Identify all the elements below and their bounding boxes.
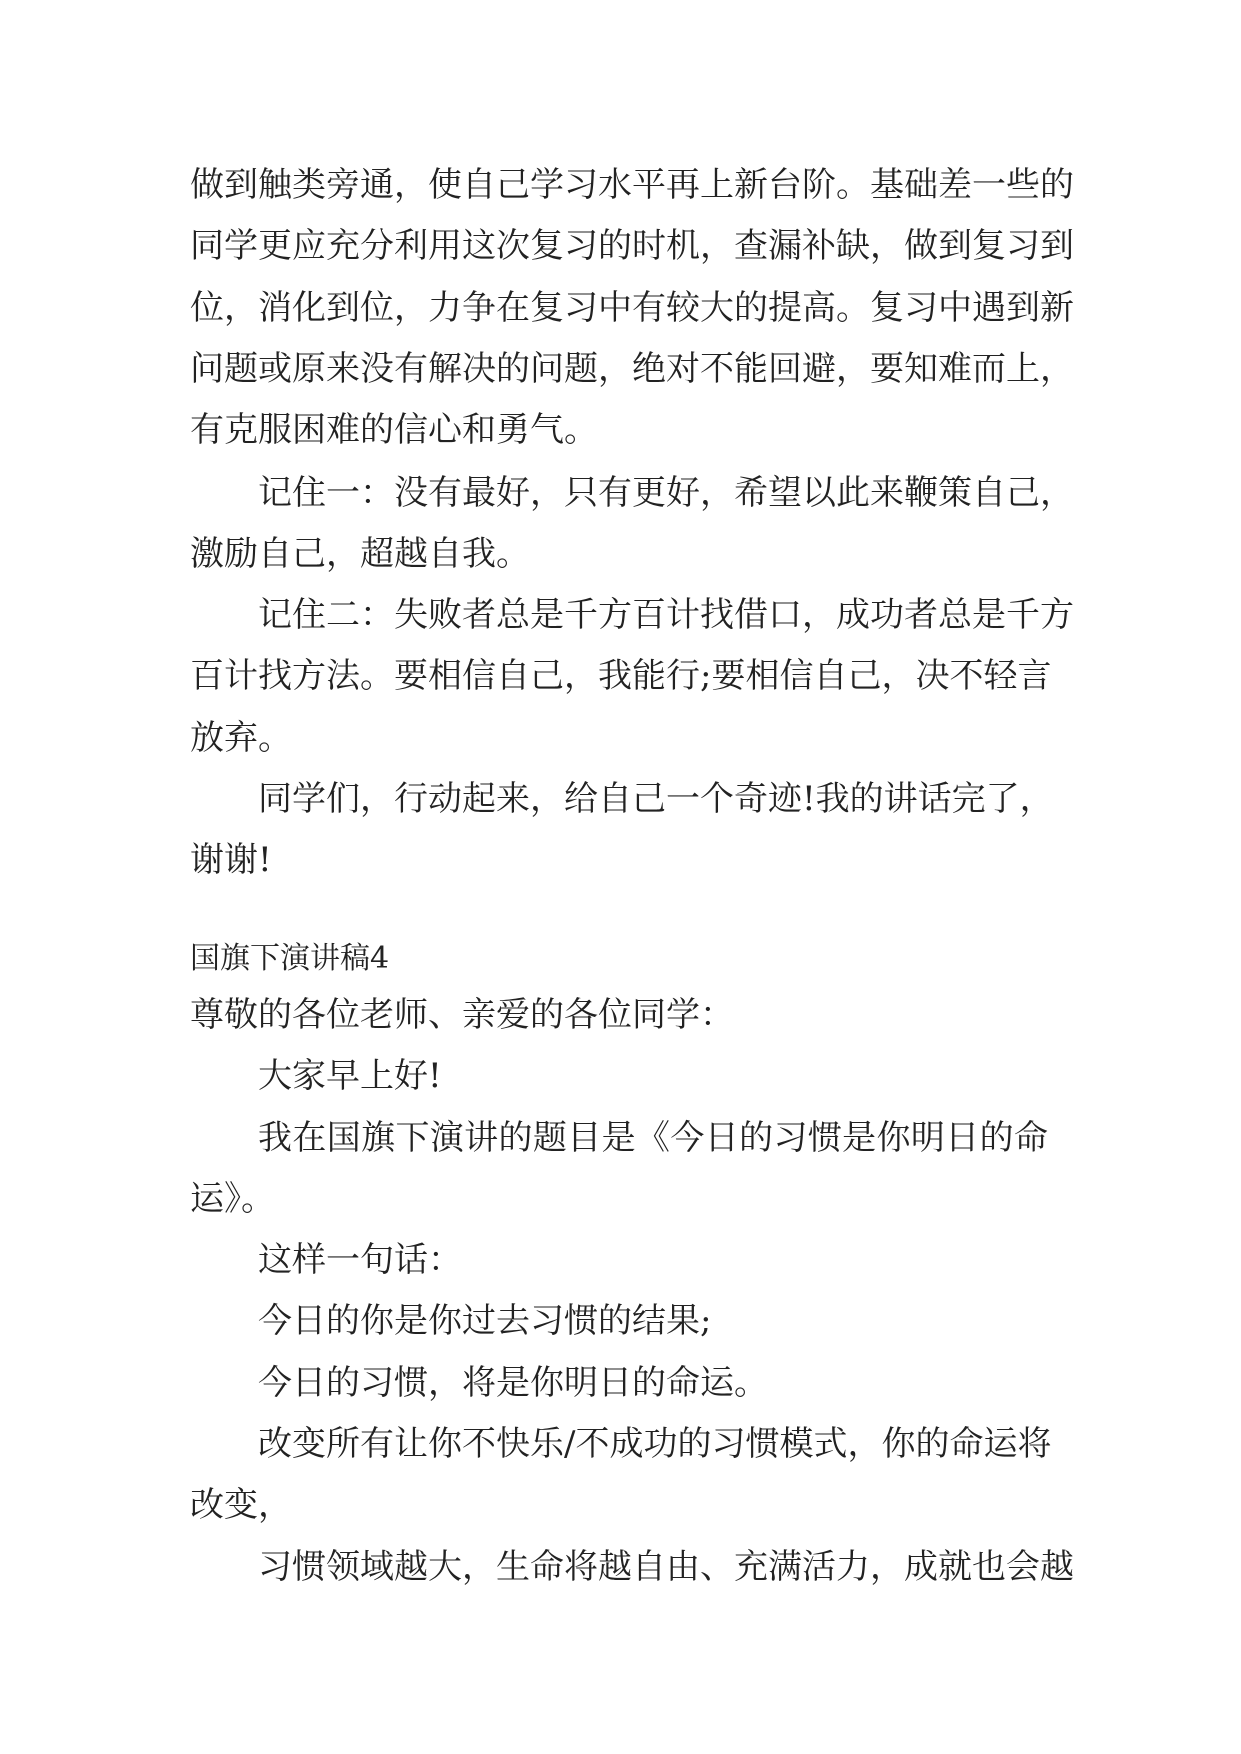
body-text-line: 有克服困难的信心和勇气。 (190, 410, 598, 450)
body-text-line: 我在国旗下演讲的题目是《今日的习惯是你明日的命 (258, 1118, 1048, 1158)
body-text-line: 百计找方法。要相信自己，我能行;要相信自己，决不轻言 (190, 656, 1052, 696)
body-text-line: 同学更应充分利用这次复习的时机，查漏补缺，做到复习到 (190, 226, 1074, 266)
body-text-line: 同学们，行动起来，给自己一个奇迹!我的讲话完了， (258, 779, 1054, 819)
body-text-line: 记住一：没有最好，只有更好，希望以此来鞭策自己， (258, 473, 1074, 513)
body-text-line: 问题或原来没有解决的问题，绝对不能回避，要知难而上， (190, 349, 1074, 389)
body-text-line: 放弃。 (190, 718, 292, 758)
body-text-line: 做到触类旁通，使自己学习水平再上新台阶。基础差一些的 (190, 165, 1074, 205)
body-text-line: 位，消化到位，力争在复习中有较大的提高。复习中遇到新 (190, 288, 1074, 328)
body-text-line: 这样一句话： (258, 1240, 462, 1280)
body-text-line: 谢谢! (190, 840, 272, 880)
body-text-line: 改变， (190, 1485, 292, 1525)
body-text-line: 运》。 (190, 1179, 275, 1219)
greeting: 大家早上好! (258, 1056, 442, 1096)
body-text-line: 今日的你是你过去习惯的结果; (258, 1301, 712, 1341)
body-text-line: 今日的习惯，将是你明日的命运。 (258, 1363, 768, 1403)
body-text-line: 记住二：失败者总是千方百计找借口，成功者总是千方 (258, 595, 1074, 635)
body-text-line: 激励自己，超越自我。 (190, 534, 530, 574)
section-heading: 国旗下演讲稿4 (190, 941, 390, 976)
body-text-line: 习惯领域越大，生命将越自由、充满活力，成就也会越 (258, 1547, 1074, 1587)
salutation: 尊敬的各位老师、亲爱的各位同学： (190, 995, 734, 1035)
body-text-line: 改变所有让你不快乐/不成功的习惯模式，你的命运将 (258, 1424, 1052, 1464)
